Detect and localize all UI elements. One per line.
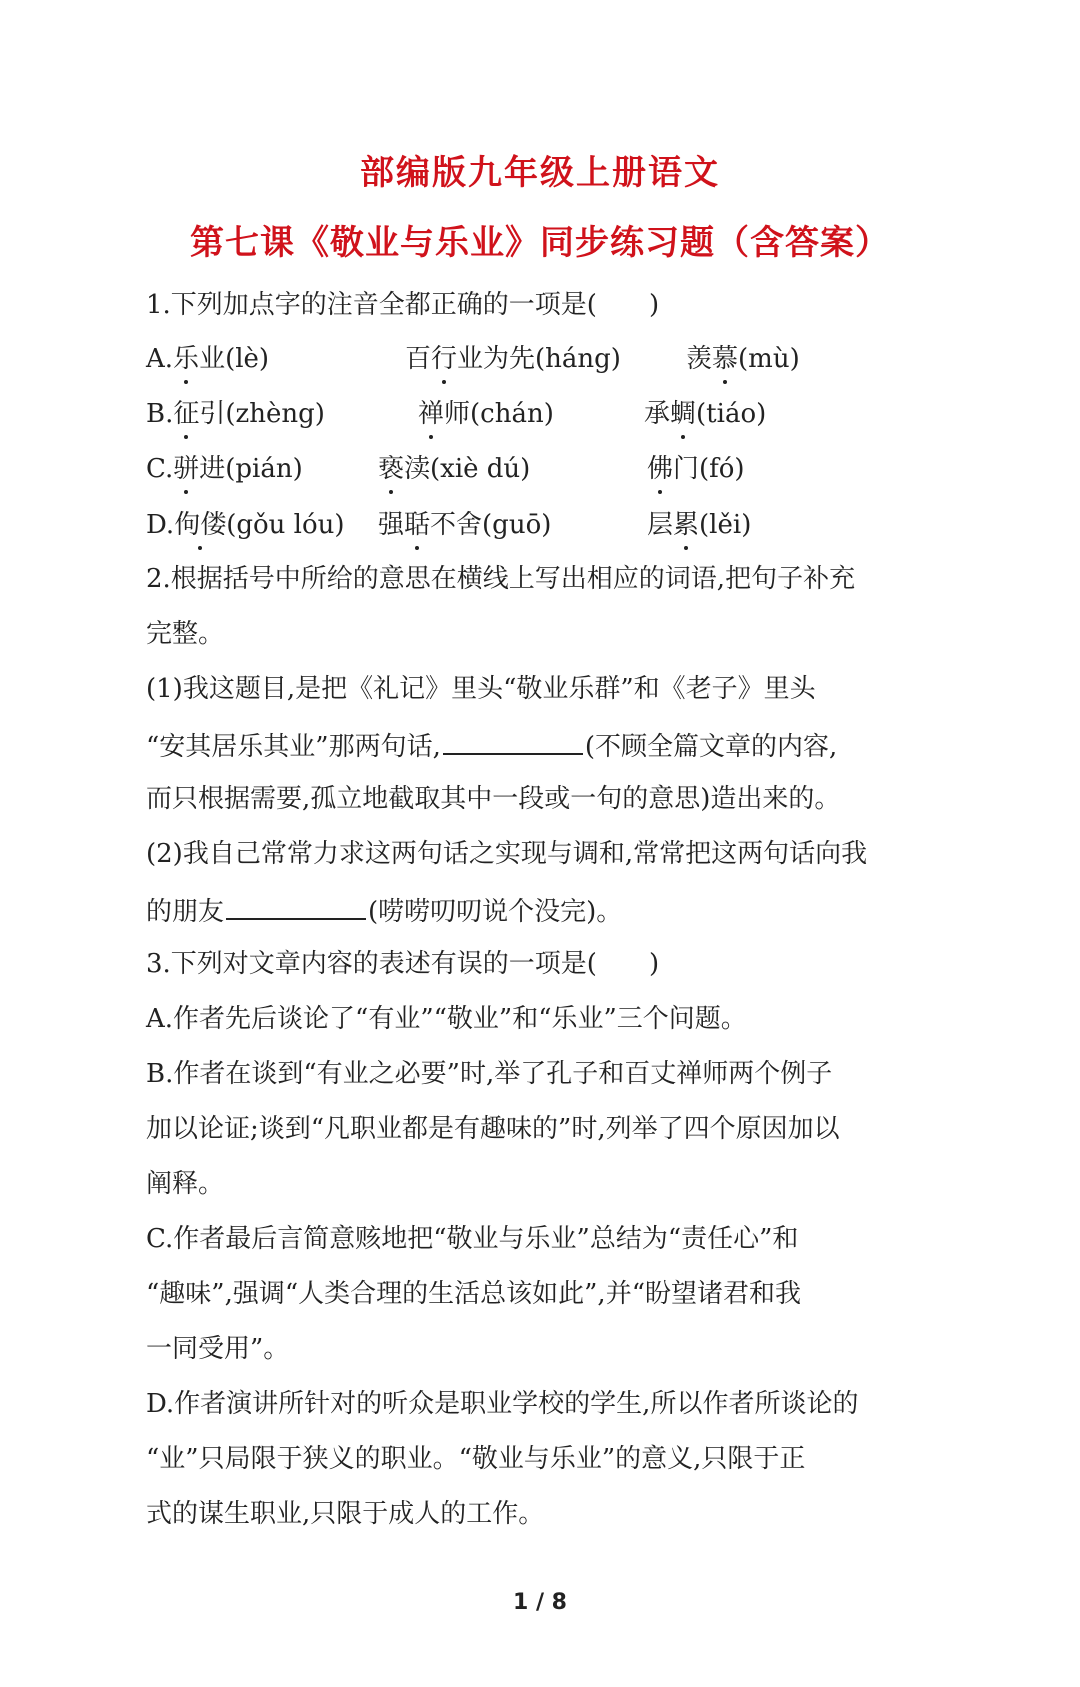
q1-a3-dotted: 慕: [712, 344, 739, 374]
q1-a3-post: (mù): [738, 344, 800, 374]
question-2-sub1-line1: (1)我这题目,是把《礼记》里头“敬业乐群”和《老子》里头: [146, 674, 816, 704]
document-title-line2: 第七课《敬业与乐业》同步练习题（含答案）: [190, 223, 890, 263]
q1-option-b-item-3: [644, 397, 766, 431]
q1-d3-post: (lěi): [699, 510, 752, 540]
q2-sub1-line2-pre: “安其居乐其业”那两句话,: [146, 732, 441, 762]
q1-c1-pre: C.: [146, 454, 174, 484]
q3-option-c-line2: “趣味”,强调“人类合理的生活总该如此”,并“盼望诸君和我: [146, 1279, 801, 1309]
q1-option-c-item-3: [647, 452, 745, 486]
q1-d1-pre: D.: [146, 510, 175, 540]
q1-option-b-item-1: [146, 397, 325, 431]
q1-c2-post: 渎(xiè dú): [404, 454, 531, 484]
q1-d1-post: (gǒu lóu): [226, 510, 345, 540]
q2-sub2-answer-blank[interactable]: [226, 892, 366, 920]
question-2-stem-line2: 完整。: [146, 619, 225, 649]
q3-option-d-line1: D.作者演讲所针对的听众是职业学校的学生,所以作者所谈论的: [146, 1389, 859, 1419]
q1-d2-post: 不舍(guō): [430, 510, 552, 540]
q1-b2-post: 师(chán): [444, 399, 554, 429]
q1-d1-dotted: 佝偻: [174, 510, 227, 540]
q1-c1-post: 进(pián): [199, 454, 303, 484]
q1-b1-dotted: 征: [173, 399, 200, 429]
q1-option-a-item-1: [146, 342, 269, 376]
document-title-line1: 部编版九年级上册语文: [360, 153, 720, 193]
question-2-sub1-line2: [146, 727, 837, 764]
q1-option-d-item-2: [378, 508, 551, 542]
q3-option-b-line1: B.作者在谈到“有业之必要”时,举了孔子和百丈禅师两个例子: [146, 1059, 833, 1089]
q2-sub2-line2-post: (唠唠叨叨说个没完)。: [368, 897, 623, 927]
q1-a2-pre: 百: [405, 344, 432, 374]
question-3-stem: 3.下列对文章内容的表述有误的一项是( ): [146, 949, 660, 979]
q1-a1-post: 业(lè): [199, 344, 270, 374]
q1-a2-post: 业为先(háng): [457, 344, 621, 374]
q1-c3-dotted: 佛: [647, 454, 674, 484]
question-2-sub2-line2: [146, 892, 622, 929]
q3-option-c-line3: 一同受用”。: [146, 1334, 290, 1364]
question-1-stem: [146, 288, 659, 322]
q3-option-a: A.作者先后谈论了“有业”“敬业”和“乐业”三个问题。: [146, 1004, 747, 1034]
q1-a1-pre: A.: [146, 344, 174, 374]
q1-option-c-item-2: [378, 452, 530, 486]
q1-option-b-item-2: [418, 397, 554, 431]
q1-option-a-item-2: [405, 342, 621, 376]
q1-b3-dotted: 蜩: [670, 399, 697, 429]
q1-d2-dotted: 聒: [404, 510, 431, 540]
q1-option-d-item-1: [146, 508, 345, 542]
q3-option-c-line1: C.作者最后言简意赅地把“敬业与乐业”总结为“责任心”和: [146, 1224, 799, 1254]
question-2-sub1-line3: 而只根据需要,孤立地截取其中一段或一句的意思)造出来的。: [146, 784, 841, 814]
q1-option-d-item-3: [647, 508, 751, 542]
q1-c2-dotted: 亵: [378, 454, 405, 484]
q1-d2-pre: 强: [378, 510, 405, 540]
q1-d3-dotted: 累: [673, 510, 700, 540]
q1-b2-dotted: 禅: [418, 399, 445, 429]
q2-sub1-answer-blank[interactable]: [443, 727, 583, 755]
q1-a3-pre: 羡: [686, 344, 713, 374]
q1-b3-pre: 承: [644, 399, 671, 429]
q1-c3-post: 门(fó): [673, 454, 745, 484]
q1-option-c-item-1: [146, 452, 303, 486]
q3-option-b-line3: 阐释。: [146, 1169, 225, 1199]
q1-a1-dotted: 乐: [173, 344, 200, 374]
q3-option-d-line2: “业”只局限于狭义的职业。“敬业与乐业”的意义,只限于正: [146, 1444, 806, 1474]
q1-d3-pre: 层: [647, 510, 674, 540]
q3-option-d-line3: 式的谋生职业,只限于成人的工作。: [146, 1499, 545, 1529]
page-number: 1 / 8: [513, 1590, 567, 1615]
q3-option-b-line2: 加以论证;谈到“凡职业都是有趣味的”时,列举了四个原因加以: [146, 1114, 840, 1144]
q1-b3-post: (tiáo): [696, 399, 767, 429]
question-2-stem-line1: 2.根据括号中所给的意思在横线上写出相应的词语,把句子补充: [146, 564, 856, 594]
q1-b1-pre: B.: [146, 399, 174, 429]
q1-c1-dotted: 骈: [173, 454, 200, 484]
question-2-sub2-line1: (2)我自己常常力求这两句话之实现与调和,常常把这两句话向我: [146, 839, 868, 869]
q2-sub1-line2-post: (不顾全篇文章的内容,: [584, 732, 838, 762]
q1-a2-dotted: 行: [431, 344, 458, 374]
q1-b1-post: 引(zhèng): [199, 399, 325, 429]
q2-sub2-line2-pre: 的朋友: [146, 897, 225, 927]
question-1-stem-text: 1.下列加点字的注音全都正确的一项是( ): [146, 290, 660, 320]
q1-option-a-item-3: [686, 342, 800, 376]
